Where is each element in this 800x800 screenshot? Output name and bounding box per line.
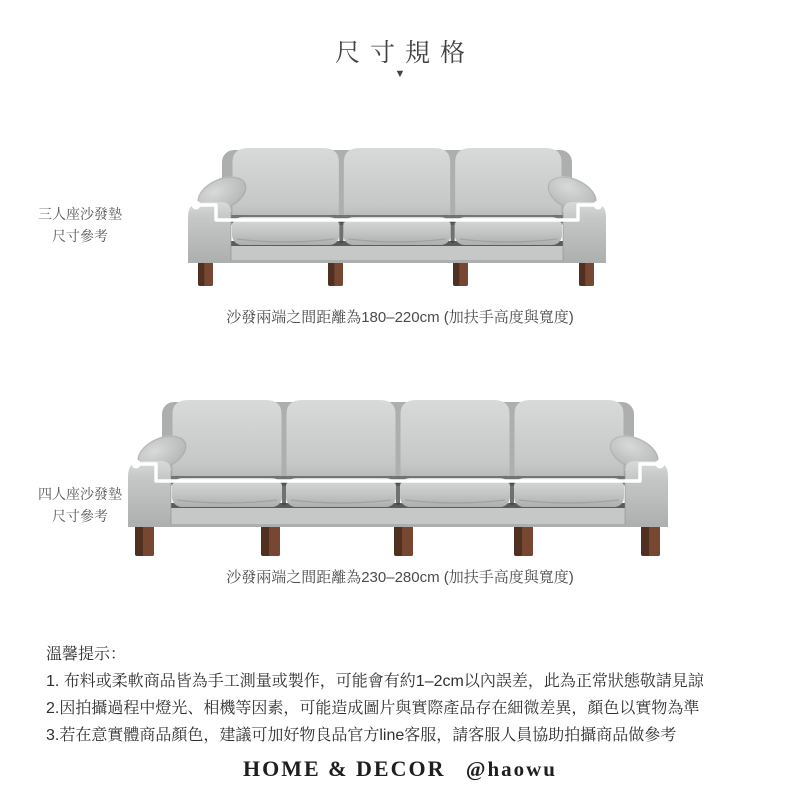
chevron-down-icon: ▼ <box>394 68 406 80</box>
three-seater-sofa-illustration <box>188 146 606 288</box>
three-seater-label-line2: 尺寸參考 <box>52 228 108 244</box>
four-seater-label-line1: 四人座沙發墊 <box>38 486 122 502</box>
brand-logo: HOME & DECOR <box>243 756 446 781</box>
page-title: 尺寸規格 <box>334 39 475 67</box>
brand-handle: @haowu <box>465 757 557 781</box>
note-item-2: 2.因拍攝過程中燈光、相機等因素，可能造成圖片與實際產品存在細微差異，顏色以實物為準 <box>46 700 700 717</box>
three-seater-label <box>6 203 154 247</box>
three-seater-sofa-image <box>188 146 606 288</box>
three-seater-caption: 沙發兩端之間距離為180–220cm (加扶手高度與寬度) <box>226 309 574 326</box>
four-seater-sofa-illustration <box>128 398 668 558</box>
note-item-3: 3.若在意實體商品顏色，建議可加好物良品官方line客服，請客服人員協助拍攝商品做參考 <box>46 727 677 744</box>
notes-block <box>46 641 780 749</box>
four-seater-label-line2: 尺寸參考 <box>52 508 108 524</box>
measure-dot-left <box>192 201 201 210</box>
measure-dot-left <box>132 460 141 469</box>
measure-dot-right <box>594 201 603 210</box>
footer <box>0 756 800 782</box>
notes-title: 溫馨提示： <box>46 646 127 663</box>
three-seater-label-line1: 三人座沙發墊 <box>38 206 122 222</box>
measure-dot-right <box>656 460 665 469</box>
note-item-1: 1. 布料或柔軟商品皆為手工測量或製作，可能會有約1–2cm以內誤差，此為正常狀態敬請見諒 <box>46 673 704 690</box>
four-seater-sofa-image <box>128 398 668 558</box>
four-seater-caption: 沙發兩端之間距離為230–280cm (加扶手高度與寬度) <box>226 569 574 586</box>
